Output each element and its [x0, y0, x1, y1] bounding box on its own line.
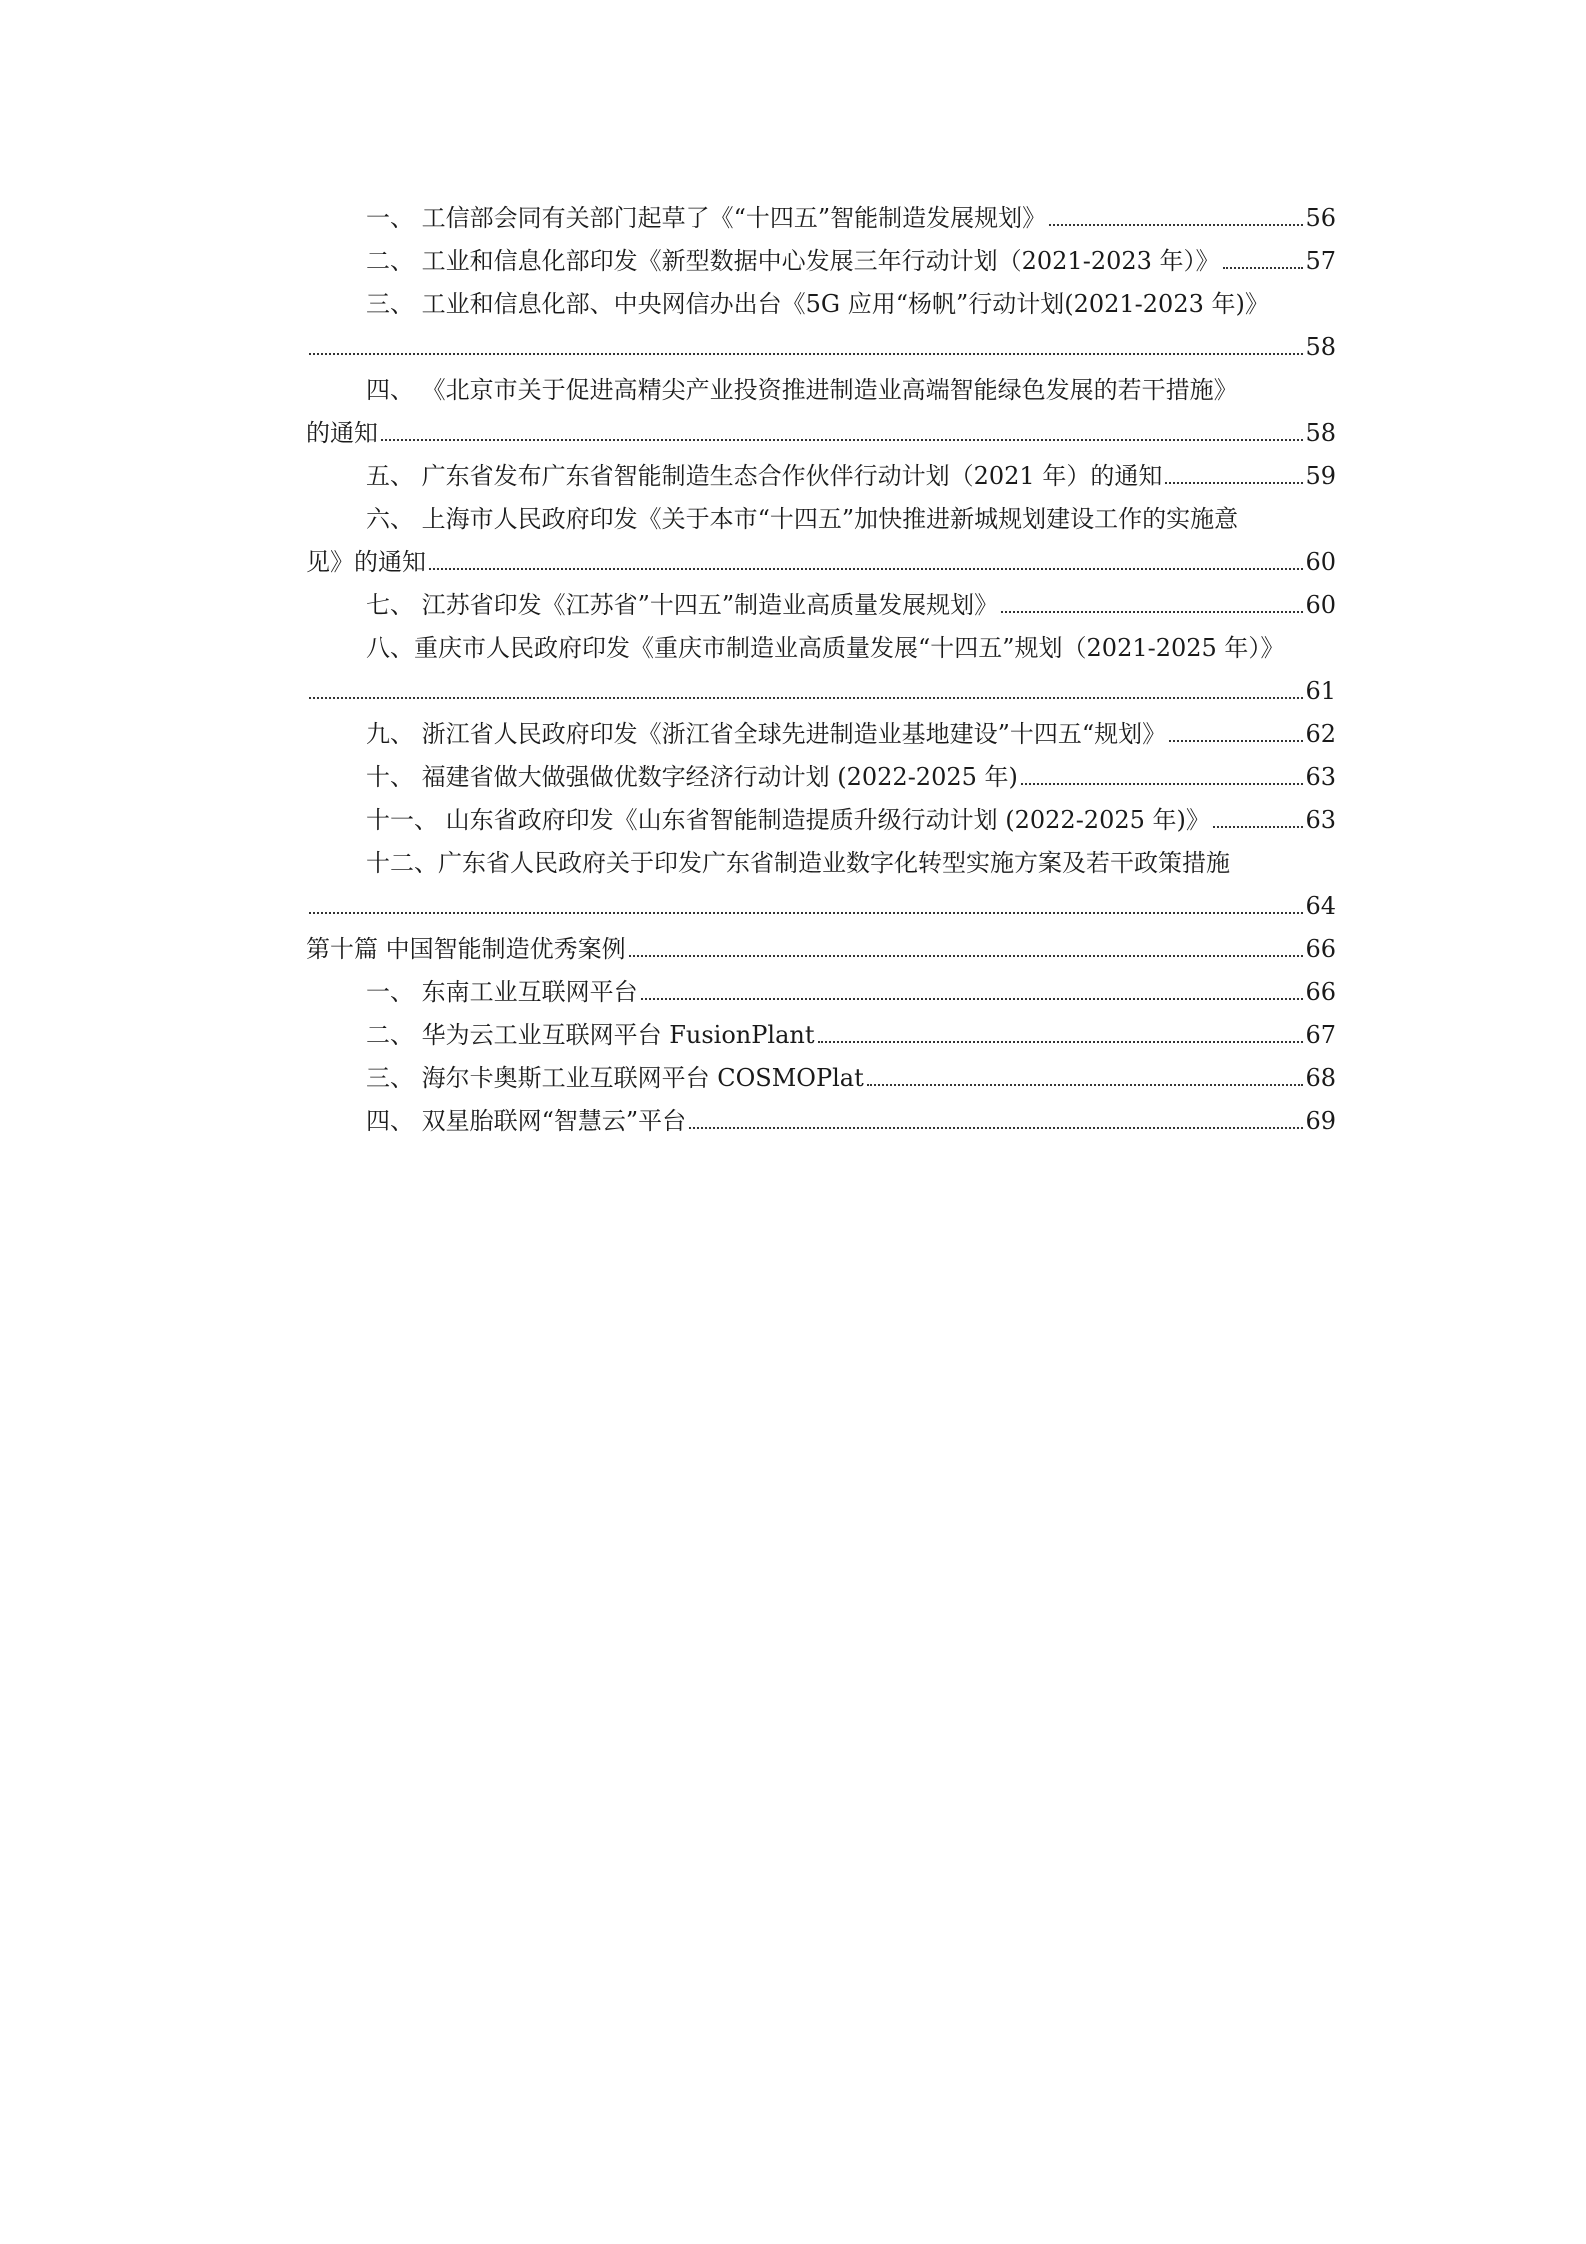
toc-entry-title: 七、 江苏省印发《江苏省”十四五”制造业高质量发展规划》: [366, 591, 999, 619]
toc-leader-dots: [867, 1084, 1304, 1086]
toc-entry-12[interactable]: [306, 842, 1336, 878]
toc-entry-11[interactable]: [306, 799, 1336, 835]
toc-entry-title: 六、 上海市人民政府印发《关于本市“十四五”加快推进新城规划建设工作的实施意: [366, 505, 1239, 533]
toc-entry-title: 二、 工业和信息化部印发《新型数据中心发展三年行动计划（2021-2023 年）》: [366, 247, 1220, 275]
toc-entry-title: 三、 工业和信息化部、中央网信办出台《5G 应用“杨帆”行动计划(2021-2023 年)》: [366, 290, 1269, 318]
toc-page-number: 60: [1305, 548, 1336, 576]
toc-leader-dots: [1021, 783, 1304, 785]
toc-entry-10[interactable]: [306, 756, 1336, 792]
toc-leader-dots: [818, 1041, 1304, 1043]
toc-case-4[interactable]: [306, 1100, 1336, 1136]
toc-leader-dots: [1001, 611, 1303, 613]
toc-leader-dots: [1049, 224, 1303, 226]
toc-entry-title: 三、 海尔卡奥斯工业互联网平台 COSMOPlat: [366, 1064, 864, 1092]
toc-leader-dots: [1223, 267, 1304, 269]
toc-case-1[interactable]: [306, 971, 1336, 1007]
toc-entry-2[interactable]: [306, 240, 1336, 276]
toc-leader-dots: [429, 568, 1303, 570]
toc-entry-4[interactable]: [306, 369, 1336, 405]
toc-entry-8-continuation[interactable]: [306, 670, 1336, 706]
toc-leader-dots: [309, 697, 1303, 699]
toc-page-number: 61: [1305, 677, 1336, 705]
toc-case-3[interactable]: [306, 1057, 1336, 1093]
toc-page-number: 66: [1305, 935, 1336, 963]
toc-page-number: 66: [1305, 978, 1336, 1006]
toc-leader-dots: [1213, 826, 1304, 828]
toc-entry-title: 四、 《北京市关于促进高精尖产业投资推进制造业高端智能绿色发展的若干措施》: [366, 376, 1238, 404]
toc-page-number: 59: [1305, 462, 1336, 490]
toc-leader-dots: [1169, 740, 1303, 742]
toc-entry-title: 九、 浙江省人民政府印发《浙江省全球先进制造业基地建设”十四五“规划》: [366, 720, 1167, 748]
toc-page-number: 69: [1305, 1107, 1336, 1135]
toc-page-number: 60: [1305, 591, 1336, 619]
toc-entry-12-continuation[interactable]: [306, 885, 1336, 921]
toc-leader-dots: [309, 912, 1303, 914]
toc-case-2[interactable]: [306, 1014, 1336, 1050]
toc-entry-3-continuation[interactable]: [306, 326, 1336, 362]
toc-leader-dots: [381, 439, 1303, 441]
toc-page-number: 67: [1305, 1021, 1336, 1049]
toc-entry-title: 五、 广东省发布广东省智能制造生态合作伙伴行动计划（2021 年）的通知: [366, 462, 1163, 490]
toc-page-number: 68: [1305, 1064, 1336, 1092]
toc-entry-6-continuation[interactable]: [306, 541, 1336, 577]
toc-entry-title: 四、 双星胎联网“智慧云”平台: [366, 1107, 687, 1135]
toc-entry-8[interactable]: [306, 627, 1336, 663]
toc-leader-dots: [641, 998, 1304, 1000]
toc-entry-title: 二、 华为云工业互联网平台 FusionPlant: [366, 1021, 815, 1049]
toc-entry-title: 十二、广东省人民政府关于印发广东省制造业数字化转型实施方案及若干政策措施: [366, 849, 1230, 877]
toc-leader-dots: [629, 955, 1304, 957]
toc-leader-dots: [689, 1127, 1303, 1129]
toc-entry-9[interactable]: [306, 713, 1336, 749]
toc-entry-6[interactable]: [306, 498, 1336, 534]
toc-entry-title: 十一、 山东省政府印发《山东省智能制造提质升级行动计划 (2022-2025 年)》: [366, 806, 1210, 834]
toc-entry-title: 十、 福建省做大做强做优数字经济行动计划 (2022-2025 年): [366, 763, 1018, 791]
toc-page-number: 62: [1305, 720, 1336, 748]
toc-leader-dots: [1165, 482, 1303, 484]
toc-page-number: 63: [1305, 763, 1336, 791]
toc-entry-3[interactable]: [306, 283, 1336, 319]
toc-entry-title: 见》的通知: [306, 548, 426, 576]
toc-entry-title: 一、 工信部会同有关部门起草了《“十四五”智能制造发展规划》: [366, 204, 1047, 232]
toc-entry-4-continuation[interactable]: [306, 412, 1336, 448]
toc-entry-1[interactable]: [306, 197, 1336, 233]
toc-entry-title: 一、 东南工业互联网平台: [366, 978, 638, 1006]
toc-entry-5[interactable]: [306, 455, 1336, 491]
toc-page-number: 57: [1305, 247, 1336, 275]
toc-entry-title: 八、重庆市人民政府印发《重庆市制造业高质量发展“十四五”规划（2021-2025 年）》: [366, 634, 1285, 662]
toc-page-number: 63: [1305, 806, 1336, 834]
toc-entry-title: 的通知: [306, 419, 378, 447]
toc-page-number: 58: [1305, 333, 1336, 361]
toc-page-number: 64: [1305, 892, 1336, 920]
toc-chapter-title: 第十篇 中国智能制造优秀案例: [306, 935, 626, 963]
toc-page-number: 58: [1305, 419, 1336, 447]
toc-page-number: 56: [1305, 204, 1336, 232]
toc-chapter-10[interactable]: [306, 928, 1336, 964]
toc-entry-7[interactable]: [306, 584, 1336, 620]
toc-leader-dots: [309, 353, 1303, 355]
